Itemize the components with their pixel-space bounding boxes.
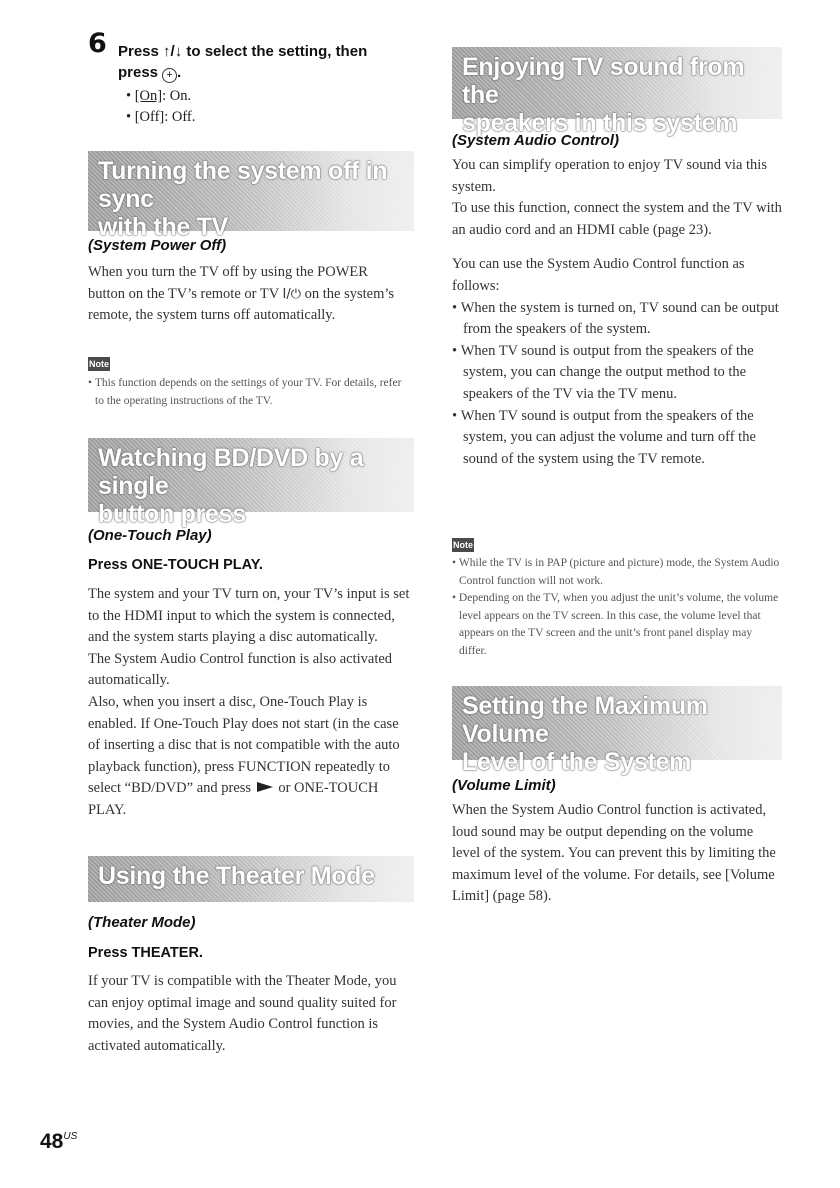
press-one-touch-play: Press ONE-TOUCH PLAY. — [88, 557, 263, 573]
page-number-value: 48 — [40, 1130, 64, 1153]
section-banner-tv-sound — [452, 47, 782, 137]
step-line-1: Press ↑/↓ to select the setting, then — [118, 43, 368, 60]
step-instruction — [118, 41, 408, 83]
list-item: • When the system is turned on, TV sound can be output from the speakers of the system. — [452, 298, 782, 341]
subhead-one-touch-play: (One-Touch Play) — [88, 527, 212, 544]
step-options — [126, 86, 195, 128]
power-off-body — [88, 262, 408, 327]
list-item: • When TV sound is output from the speakers of the system, you can adjust the volume and turn off the sound of the system using the TV remote. — [452, 406, 782, 471]
section-banner-power-off — [88, 151, 414, 241]
banner-title: Setting the Maximum Volume Level of the System — [462, 692, 708, 776]
option-desc: : Off. — [164, 109, 196, 125]
subhead-system-power-off: (System Power Off) — [88, 237, 227, 254]
paragraph: The System Audio Control function is also activated automatically. — [88, 650, 393, 689]
banner-title: Watching BD/DVD by a single button press — [98, 444, 364, 528]
banner-title: Enjoying TV sound from the speakers in this system — [462, 53, 745, 137]
paragraph-text: Also, when you insert a disc, One-Touch Play is enabled. If One-Touch Play does not start (in the case of inserting a disc that is not compatible with the auto playback function), press FUNCTION repeatedly to select “BD/DVD” and press — [88, 693, 400, 797]
paragraph — [88, 692, 410, 822]
section-banner-theater — [88, 856, 414, 902]
step-number: 6 — [88, 28, 107, 59]
page-region-suffix: US — [63, 1131, 78, 1142]
banner-title: Using the Theater Mode — [98, 862, 375, 890]
tv-sound-body — [452, 155, 782, 470]
volume-limit-body — [452, 800, 782, 908]
power-off-notes — [88, 375, 408, 410]
paragraph: If your TV is compatible with the Theater Mode, you can enjoy optimal image and sound quality suited for movies, and the System Audio Control function is activated automatically. — [88, 973, 397, 1054]
note-item: • While the TV is in PAP (picture and picture) mode, the System Audio Control function will not work. — [452, 555, 782, 590]
paragraph: The system and your TV turn on, your TV’s input is set to the HDMI input to which the system is connected, and the system starts playing a disc automatically. — [88, 586, 410, 646]
subhead-theater-mode: (Theater Mode) — [88, 914, 196, 931]
paragraph: To use this function, connect the system and the TV with an audio cord and an HDMI cable (page 23). — [452, 200, 782, 238]
tv-sound-notes — [452, 555, 782, 660]
note-badge: Note — [89, 359, 109, 369]
enter-button-icon: + — [162, 68, 177, 83]
option-on — [126, 86, 195, 107]
body-text-a: When you turn the TV off by using the POWER button on the TV’s remote or TV — [88, 264, 368, 302]
paragraph: When the System Audio Control function is activated, loud sound may be output depending on the volume level of the system. You can prevent this by limiting the maximum level of the volume. For details, see [Volume Limit] (page 58). — [452, 802, 776, 905]
option-key: [Off] — [134, 109, 165, 125]
press-theater: Press THEATER. — [88, 945, 203, 961]
section-banner-volume-limit — [452, 686, 782, 776]
option-desc: : On. — [162, 88, 192, 104]
option-key: [On] — [134, 88, 163, 104]
subhead-system-audio-control: (System Audio Control) — [452, 132, 619, 149]
subhead-volume-limit: (Volume Limit) — [452, 777, 556, 794]
note-item: • This function depends on the settings of your TV. For details, refer to the operating instructions of the TV. — [88, 375, 408, 410]
note-badge: Note — [453, 540, 473, 550]
step-line-2-text: press — [118, 64, 159, 81]
page-number — [40, 1130, 77, 1154]
step-line-2: press + . — [118, 64, 182, 81]
paragraph-text: or ONE-TOUCH PLAY. — [88, 780, 379, 818]
one-touch-body — [88, 584, 410, 822]
theater-body — [88, 971, 418, 1057]
note-item: • Depending on the TV, when you adjust the unit’s volume, the volume level appears on the TV screen. In this case, the volume level that appears on the TV screen and the unit’s front panel display may differ. — [452, 590, 782, 660]
paragraph: You can simplify operation to enjoy TV sound via this system. — [452, 157, 767, 195]
option-off — [126, 107, 195, 128]
body-text-b: on the system’s remote, the system turns off automatically. — [88, 285, 395, 324]
banner-title: Turning the system off in sync with the TV — [98, 157, 388, 241]
play-icon — [257, 782, 273, 792]
paragraph: You can use the System Audio Control function as follows: — [452, 256, 745, 294]
list-item: • When TV sound is output from the speakers of the system, you can change the output method to the speakers of the TV via the TV menu. — [452, 341, 782, 406]
audio-control-list — [452, 298, 782, 471]
section-banner-one-touch — [88, 438, 414, 528]
power-symbol-icon: I/⏻ — [282, 286, 302, 302]
